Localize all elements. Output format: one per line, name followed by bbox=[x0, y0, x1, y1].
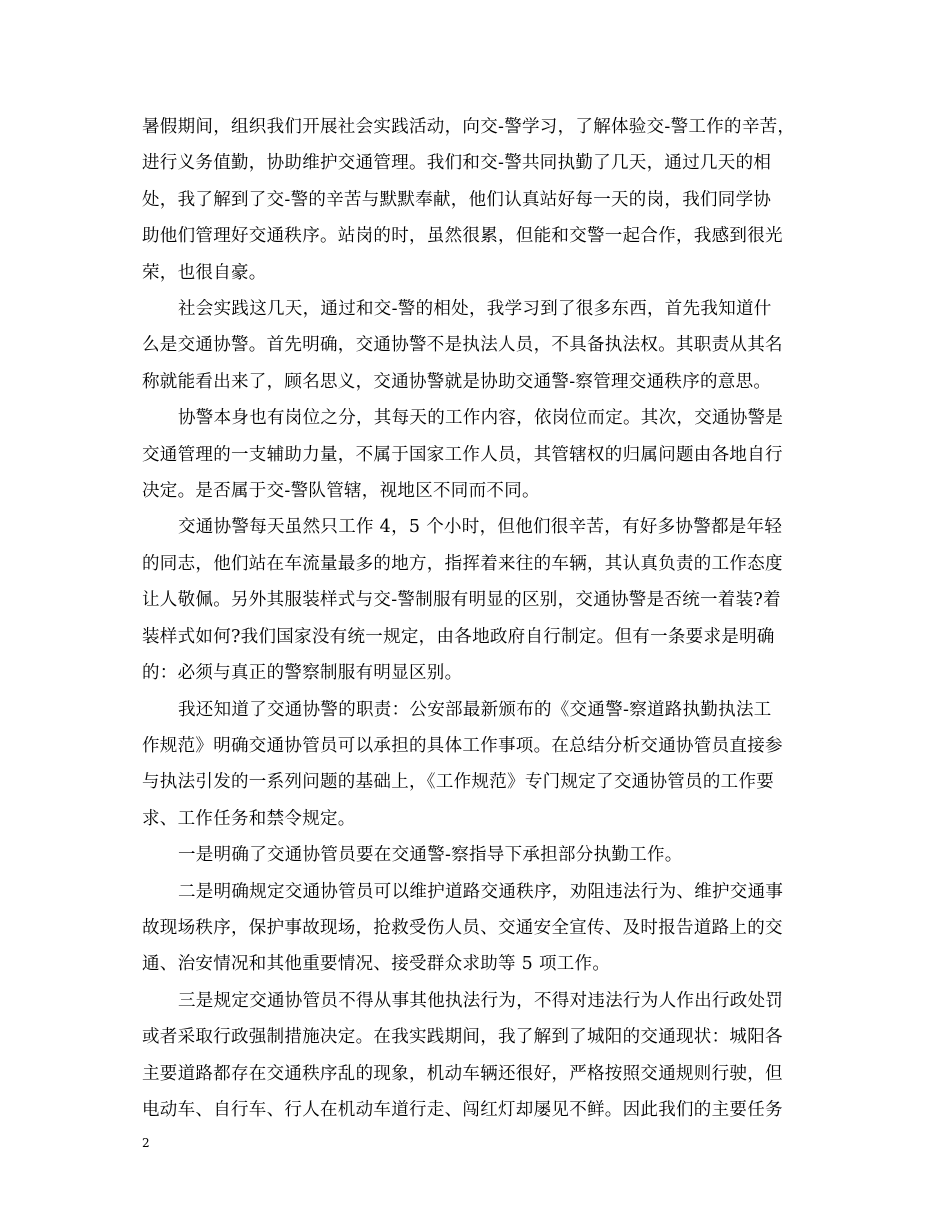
paragraph bbox=[142, 509, 812, 691]
paragraph bbox=[142, 291, 812, 400]
text-line: 么是交通协警。首先明确，交通协警不是执法人员，不具备执法权。其职责从其名 bbox=[142, 335, 783, 356]
paragraph bbox=[142, 837, 812, 873]
text-line: 主要道路都存在交通秩序乱的现象，机动车辆还很好，严格按照交通规则行驶，但 bbox=[142, 1063, 783, 1084]
text-line: 作规范》明确交通协管员可以承担的具体工作事项。在总结分析交通协管员直接参 bbox=[142, 735, 783, 756]
text-line: 故现场秩序，保护事故现场，抢救受伤人员、交通安全宣传、及时报告道路上的交 bbox=[142, 917, 783, 938]
paragraph bbox=[142, 874, 812, 983]
text-line: 荣，也很自豪。 bbox=[142, 262, 267, 283]
text-line: 决定。是否属于交-警队管辖，视地区不同而不同。 bbox=[142, 481, 540, 502]
text-line: 求、工作任务和禁令规定。 bbox=[142, 808, 356, 829]
paragraph bbox=[142, 983, 812, 1129]
text-line: 助他们管理好交通秩序。站岗的时，虽然很累，但能和交警一起合作，我感到很光 bbox=[142, 226, 783, 247]
text-line: 社会实践这几天，通过和交-警的相处，我学习到了很多东西，首先我知道什 bbox=[178, 299, 772, 320]
text-line: 三是规定交通协管员不得从事其他执法行为，不得对违法行为人作出行政处罚 bbox=[178, 990, 784, 1011]
text-line: 一是明确了交通协管员要在交通警-察指导下承担部分执勤工作。 bbox=[178, 845, 683, 866]
text-line: 装样式如何?我们国家没有统一规定，由各地政府自行制定。但有一条要求是明确 bbox=[142, 626, 775, 647]
text-line: 或者采取行政强制措施决定。在我实践期间，我了解到了城阳的交通现状：城阳各 bbox=[142, 1027, 783, 1048]
paragraph bbox=[142, 109, 812, 291]
text-line: 交通协警每天虽然只工作 4，5 个小时，但他们很辛苦，有好多协警都是年轻 bbox=[178, 517, 783, 538]
text-line: 的同志，他们站在车流量最多的地方，指挥着来往的车辆，其认真负责的工作态度 bbox=[142, 553, 783, 574]
text-line: 暑假期间，组织我们开展社会实践活动，向交-警学习，了解体验交-警工作的辛苦， bbox=[142, 117, 796, 137]
text-line: 通、治安情况和其他重要情况、接受群众求助等 5 项工作。 bbox=[142, 954, 611, 975]
text-line: 交通管理的一支辅助力量，不属于国家工作人员，其管辖权的归属问题由各地自行 bbox=[142, 444, 783, 465]
text-line: 进行义务值勤，协助维护交通管理。我们和交-警共同执勤了几天，通过几天的相 bbox=[142, 153, 772, 174]
text-line: 我还知道了交通协警的职责：公安部最新颁布的《交通警-察道路执勤执法工 bbox=[178, 699, 772, 720]
paragraph bbox=[142, 692, 812, 838]
text-line: 二是明确规定交通协管员可以维护道路交通秩序，劝阻违法行为、维护交通事 bbox=[178, 881, 784, 902]
paragraph bbox=[142, 400, 812, 509]
text-line: 协警本身也有岗位之分，其每天的工作内容，依岗位而定。其次，交通协警是 bbox=[178, 408, 784, 429]
page-number: 2 bbox=[142, 1136, 150, 1150]
text-line: 让人敬佩。另外其服装样式与交-警制服有明显的区别，交通协警是否统一着装?着 bbox=[142, 590, 781, 611]
text-line: 处，我了解到了交-警的辛苦与默默奉献，他们认真站好每一天的岗，我们同学协 bbox=[142, 189, 772, 210]
text-line: 称就能看出来了，顾名思义，交通协警就是协助交通警-察管理交通秩序的意思。 bbox=[142, 371, 772, 392]
text-line: 与执法引发的一系列问题的基础上，《工作规范》专门规定了交通协管员的工作要 bbox=[142, 772, 775, 793]
document-body bbox=[142, 109, 812, 1128]
text-line: 电动车、自行车、行人在机动车道行走、闯红灯却屡见不鲜。因此我们的主要任务 bbox=[142, 1099, 783, 1120]
text-line: 的：必须与真正的警察制服有明显区别。 bbox=[142, 663, 463, 684]
